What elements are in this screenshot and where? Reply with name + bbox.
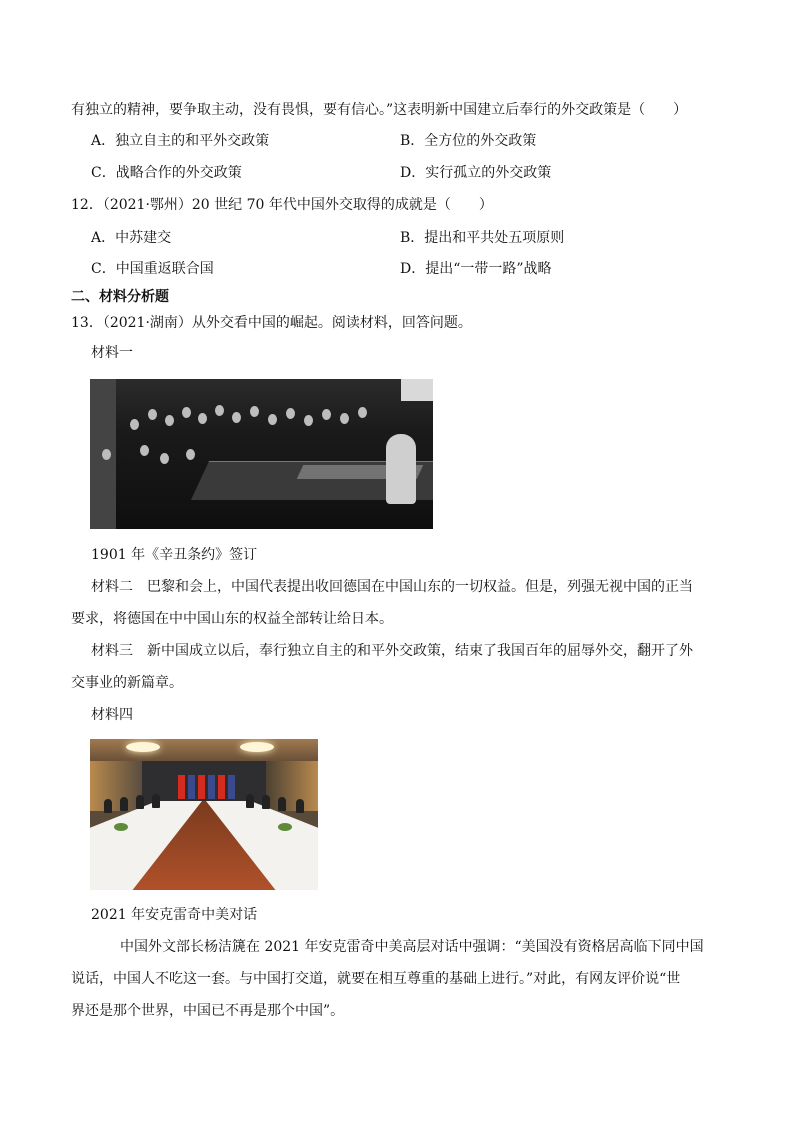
q12-option-c[interactable]: C．中国重返联合国 [91,261,214,277]
photo-flowers [114,823,128,831]
photo-figure [278,797,286,811]
photo-figure [268,414,277,425]
photo-figure [304,415,313,426]
photo-figure [250,406,259,417]
q11-option-b[interactable]: B．全方位的外交政策 [400,133,537,149]
q13-stem: 13．（2021·湖南）从外交看中国的崛起。阅读材料，回答问题。 [71,315,472,331]
photo-figure [160,453,169,464]
q12-option-b[interactable]: B．提出和平共处五项原则 [400,230,565,246]
q12-option-a[interactable]: A．中苏建交 [91,230,172,246]
photo-light [240,742,274,752]
photo-figure [296,799,304,813]
photo-figure [152,794,160,808]
photo-figure [102,449,111,460]
photo-flowers [278,823,292,831]
photo-figure [182,407,191,418]
material2-line1: 材料二 巴黎和会上，中国代表提出收回德国在中国山东的一切权益。但是，列强无视中国的正当 [91,579,693,595]
us-flag-icon [228,775,235,799]
photo-figure [104,799,112,813]
photo-figure [286,408,295,419]
q11-option-c[interactable]: C．战略合作的外交政策 [91,165,242,181]
photo-figure [358,407,367,418]
q11-option-a[interactable]: A．独立自主的和平外交政策 [91,133,270,149]
dialogue-photo [90,739,318,890]
section-heading: 二、材料分析题 [71,289,169,305]
material1-caption: 1901 年《辛丑条约》签订 [91,547,258,563]
material4-para-line2: 说话，中国人不吃这一套。与中国打交道，就要在相互尊重的基础上进行。”对此，有网友评价说“世 [71,971,681,987]
china-flag-icon [198,775,205,799]
photo-seated-figure [386,434,416,504]
q12-option-d[interactable]: D．提出“一带一路”战略 [400,261,552,277]
photo-ceiling [90,739,318,761]
material4-caption: 2021 年安克雷奇中美对话 [91,907,258,923]
photo-figure [136,795,144,809]
q11-stem-tail: 有独立的精神，要争取主动，没有畏惧，要有信心。”这表明新中国建立后奉行的外交政策是（ ） [71,102,688,118]
photo-figure [198,413,207,424]
photo-figure [140,445,149,456]
q11-option-d[interactable]: D．实行孤立的外交政策 [400,165,552,181]
material3-line1: 材料三 新中国成立以后，奉行独立自主的和平外交政策，结束了我国百年的屈辱外交，翻开了外 [91,643,693,659]
material1-label: 材料一 [91,345,133,361]
us-flag-icon [208,775,215,799]
photo-figure [262,795,270,809]
photo-figure [340,413,349,424]
photo-background-window [401,379,433,401]
material2-line2: 要求，将德国在中中国山东的权益全部转让给日本。 [71,611,393,627]
photo-figure [148,409,157,420]
photo-figure [186,449,195,460]
photo-light [126,742,160,752]
us-flag-icon [188,775,195,799]
photo-figure [322,409,331,420]
material4-para-line1: 中国外文部长杨洁篪在 2021 年安克雷奇中美高层对话中强调：“美国没有资格居高临下同中国 [120,939,704,955]
photo-figure [130,419,139,430]
photo-figure [120,797,128,811]
china-flag-icon [218,775,225,799]
china-flag-icon [178,775,185,799]
material4-label: 材料四 [91,707,133,723]
material4-para-line3: 界还是那个世界，中国已不再是那个中国”。 [71,1003,345,1019]
photo-figure [232,412,241,423]
photo-figure [246,794,254,808]
treaty-signing-photo [90,379,433,529]
q12-stem: 12．（2021·鄂州）20 世纪 70 年代中国外交取得的成就是（ ） [71,197,493,213]
material3-line2: 交事业的新篇章。 [71,675,183,691]
photo-figure [165,415,174,426]
photo-figure [215,405,224,416]
